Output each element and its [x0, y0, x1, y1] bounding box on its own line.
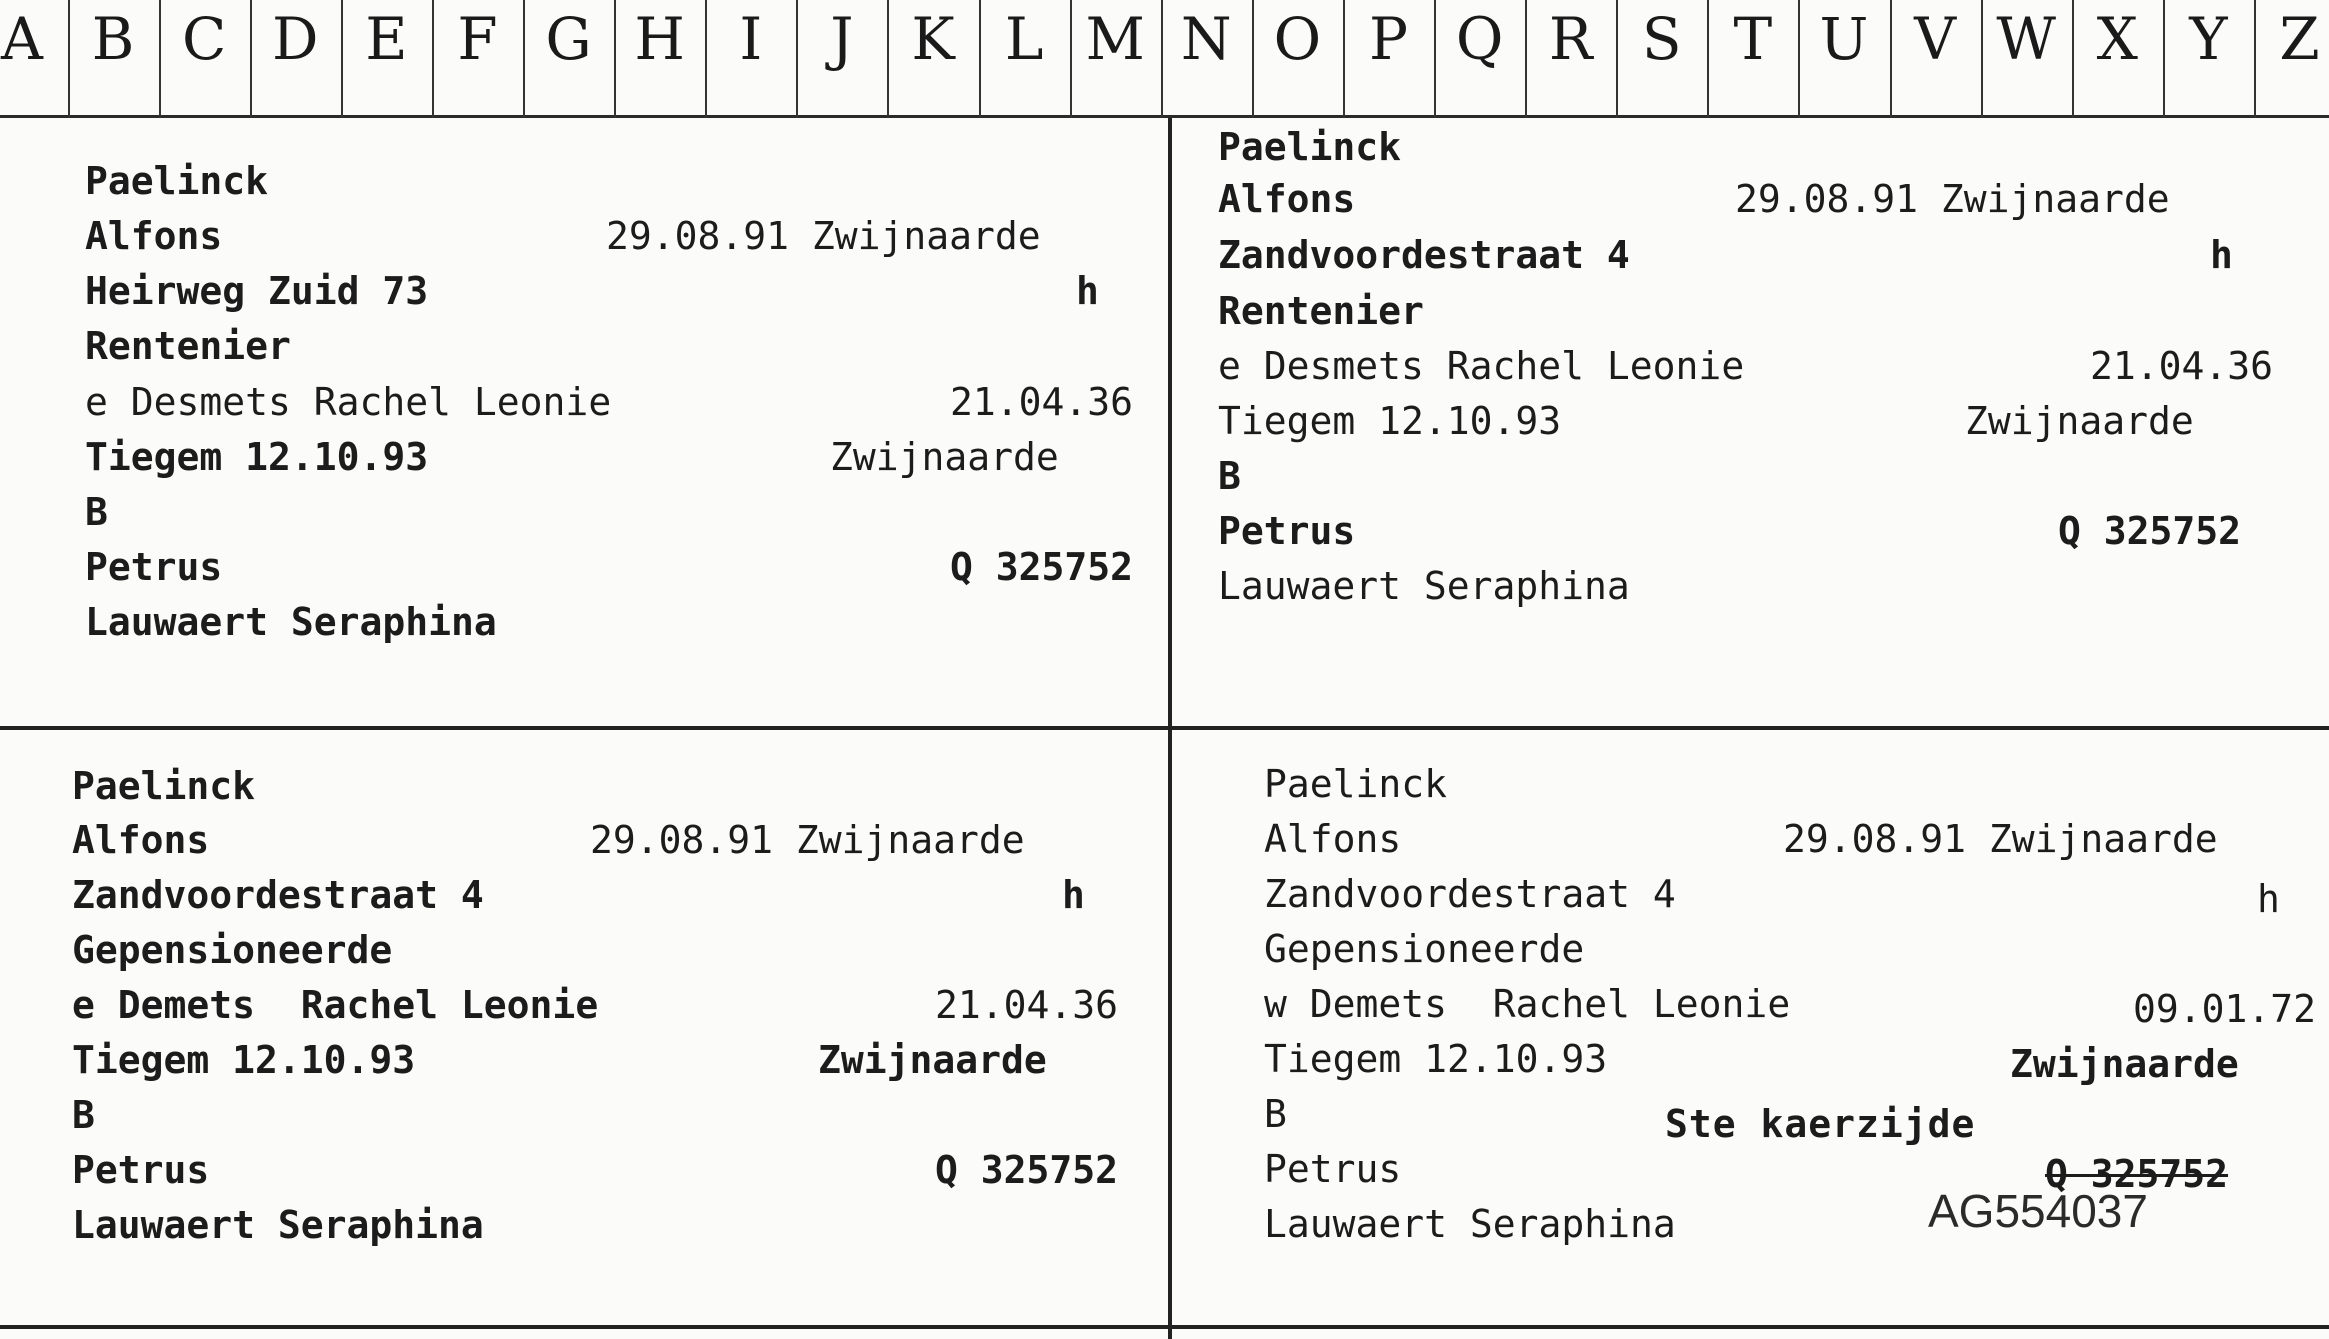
card-column-divider — [1168, 118, 1172, 1339]
card-father: Petrus — [85, 545, 223, 589]
card-firstname: Alfons — [85, 214, 223, 258]
alphabet-separator — [1707, 0, 1709, 118]
card-mark: h — [2210, 233, 2233, 277]
alphabet-separator — [705, 0, 707, 118]
alphabet-letter: K — [911, 5, 955, 73]
card-spouse-date: 09.01.72 — [2133, 987, 2317, 1031]
alphabet-letter: J — [830, 5, 854, 73]
card-spouse-date: 21.04.36 — [950, 380, 1134, 424]
alphabet-letter: A — [1, 5, 43, 73]
alphabet-letter: M — [1085, 5, 1145, 73]
card-number: Q 325752 — [2058, 509, 2242, 553]
card-place: Zwijnaarde — [2010, 1042, 2239, 1086]
alphabet-separator — [159, 0, 161, 118]
card-occupation: Gepensioneerde — [72, 928, 393, 972]
card-spouse: e Desmets Rachel Leonie — [85, 380, 612, 424]
card-spouse-date: 21.04.36 — [2090, 344, 2274, 388]
alphabet-letter: H — [634, 5, 685, 73]
card-surname: Paelinck — [1264, 762, 1448, 806]
card-spouse-birth: Tiegem 12.10.93 — [85, 435, 429, 479]
card-occupation: Rentenier — [1218, 289, 1424, 333]
alphabet-separator — [1890, 0, 1892, 118]
alphabet-letter: X — [2096, 5, 2138, 73]
alphabet-separator — [2072, 0, 2074, 118]
alphabet-separator — [887, 0, 889, 118]
card-place: Zwijnaarde — [818, 1038, 1047, 1082]
alphabet-letter: W — [1996, 5, 2056, 73]
card-surname: Paelinck — [72, 764, 256, 808]
card-firstname: Alfons — [1264, 817, 1402, 861]
card-firstname: Alfons — [1218, 177, 1356, 221]
alphabet-separator — [1161, 0, 1163, 118]
card-spouse-birth: Tiegem 12.10.93 — [1218, 399, 1562, 443]
alphabet-separator — [68, 0, 70, 118]
alphabet-letter: N — [1180, 5, 1232, 73]
card-spouse: e Desmets Rachel Leonie — [1218, 344, 1745, 388]
alphabet-separator — [1343, 0, 1345, 118]
alphabet-separator — [341, 0, 343, 118]
card-place: Zwijnaarde — [830, 435, 1059, 479]
card-address: Zandvoordestraat 4 — [1264, 872, 1676, 916]
alphabet-letter: G — [545, 5, 592, 73]
alphabet-letter: Q — [1455, 5, 1504, 73]
card-number: Q 325752 — [950, 545, 1134, 589]
card-address: Heirweg Zuid 73 — [85, 269, 429, 313]
card-stamp: Ste kaerzijde — [1665, 1102, 1976, 1146]
card-birth: 29.08.91 Zwijnaarde — [590, 818, 1025, 862]
card-mark: h — [1062, 873, 1085, 917]
alphabet-separator — [1252, 0, 1254, 118]
alphabet-separator — [2163, 0, 2165, 118]
card-row-divider — [0, 726, 2329, 730]
alphabet-separator — [2254, 0, 2256, 118]
card-mother: Lauwaert Seraphina — [72, 1203, 484, 1247]
card-code: B — [1218, 454, 1241, 498]
card-spouse: w Demets Rachel Leonie — [1264, 982, 1791, 1026]
card-birth: 29.08.91 Zwijnaarde — [1783, 817, 2218, 861]
alphabet-separator — [523, 0, 525, 118]
card-mother: Lauwaert Seraphina — [1218, 564, 1630, 608]
alphabet-letter: S — [1641, 5, 1682, 73]
card-occupation: Rentenier — [85, 324, 291, 368]
card-surname: Paelinck — [1218, 125, 1402, 169]
alphabet-letter: V — [1914, 5, 1957, 73]
alphabet-letter: O — [1273, 5, 1322, 73]
alphabet-separator — [1616, 0, 1618, 118]
alphabet-letter: L — [1004, 5, 1044, 73]
card-bottom-divider — [0, 1325, 2329, 1329]
card-code: B — [1264, 1092, 1287, 1136]
card-father: Petrus — [1218, 509, 1356, 553]
alphabet-letter: P — [1368, 5, 1409, 73]
alphabet-separator — [1434, 0, 1436, 118]
card-spouse-birth: Tiegem 12.10.93 — [1264, 1037, 1608, 1081]
card-number-struck: Q 325752 — [2045, 1152, 2229, 1196]
card-place: Zwijnaarde — [1965, 399, 2194, 443]
alphabet-separator — [432, 0, 434, 118]
alphabet-letter: C — [181, 5, 227, 73]
card-spouse: e Demets Rachel Leonie — [72, 983, 599, 1027]
card-code: B — [72, 1093, 95, 1137]
alphabet-letter: I — [739, 5, 763, 73]
alphabet-letter: T — [1733, 5, 1773, 73]
alphabet-ruler — [0, 0, 2329, 118]
card-birth: 29.08.91 Zwijnaarde — [606, 214, 1041, 258]
card-father: Petrus — [1264, 1147, 1402, 1191]
card-mother: Lauwaert Seraphina — [85, 600, 497, 644]
card-number: Q 325752 — [935, 1148, 1119, 1192]
card-birth: 29.08.91 Zwijnaarde — [1735, 177, 2170, 221]
alphabet-separator — [250, 0, 252, 118]
card-firstname: Alfons — [72, 818, 210, 862]
alphabet-separator — [796, 0, 798, 118]
card-mark: h — [2257, 877, 2280, 921]
card-address: Zandvoordestraat 4 — [1218, 233, 1630, 277]
alphabet-letter: Z — [2279, 5, 2320, 73]
card-mother: Lauwaert Seraphina — [1264, 1202, 1676, 1246]
alphabet-separator — [1798, 0, 1800, 118]
alphabet-separator — [1981, 0, 1983, 118]
card-code: B — [85, 490, 108, 534]
card-spouse-birth: Tiegem 12.10.93 — [72, 1038, 416, 1082]
alphabet-separator — [1525, 0, 1527, 118]
alphabet-letter: F — [457, 5, 498, 73]
alphabet-letter: Y — [2189, 5, 2228, 73]
card-new-number: AG554037 — [1928, 1185, 2148, 1237]
alphabet-letter: D — [272, 5, 319, 73]
card-spouse-date: 21.04.36 — [935, 983, 1119, 1027]
card-occupation: Gepensioneerde — [1264, 927, 1585, 971]
alphabet-separator — [614, 0, 616, 118]
alphabet-letter: B — [91, 5, 135, 73]
alphabet-letter: U — [1819, 5, 1869, 73]
card-address: Zandvoordestraat 4 — [72, 873, 484, 917]
card-father: Petrus — [72, 1148, 210, 1192]
alphabet-separator — [979, 0, 981, 118]
alphabet-separator — [1070, 0, 1072, 118]
alphabet-letter: R — [1548, 5, 1593, 73]
card-mark: h — [1076, 269, 1099, 313]
card-surname: Paelinck — [85, 159, 269, 203]
alphabet-letter: E — [365, 5, 408, 73]
